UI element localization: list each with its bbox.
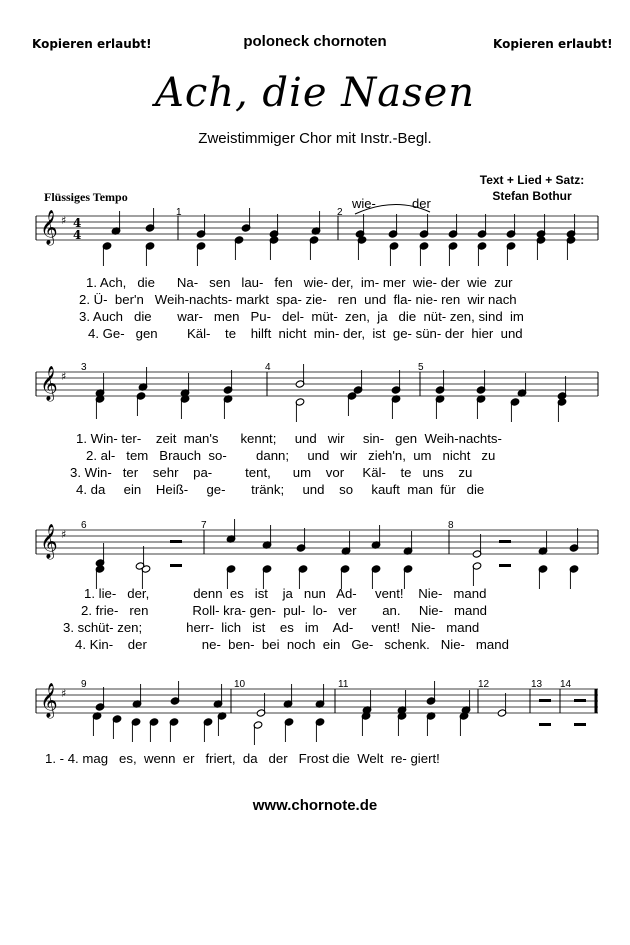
rest <box>170 540 182 543</box>
footer-url: www.chornote.de <box>252 797 378 814</box>
upper-text-2: der <box>412 196 431 211</box>
measure-number: 4 <box>265 362 271 373</box>
song-title: Ach, die Nasen <box>154 70 476 116</box>
lyrics-verse-4: 4. Ge- gen Käl- te hilft nicht min- der, ist ge- sün- der hier und <box>88 326 523 341</box>
measure-number: 10 <box>234 679 246 690</box>
rest <box>499 540 511 543</box>
treble-clef: 𝄞 <box>40 524 58 559</box>
treble-clef: 𝄞 <box>40 210 58 245</box>
key-signature-sharp: ♯ <box>61 687 67 700</box>
lyrics-verse-4: 4. Kin- der ne- ben- bei noch ein Ge- schenk. Nie- mand <box>75 637 509 652</box>
copy-note-left: Kopieren erlaubt! <box>32 37 152 51</box>
rest <box>539 699 551 702</box>
lyrics-verse-2: 2. Ü- ber'n Weih-nachts- markt spa- zie- ren und fla- nie- ren wir nach <box>79 292 517 307</box>
measure-number: 6 <box>81 520 87 531</box>
lyrics-verse-3: 3. Win- ter sehr pa- tent, um vor Käl- te uns zu <box>70 465 473 480</box>
measure-number: 14 <box>560 679 572 690</box>
treble-clef: 𝄞 <box>40 683 58 718</box>
time-signature: 4 <box>73 216 82 230</box>
measure-number: 13 <box>531 679 543 690</box>
rest <box>574 699 586 702</box>
measure-number: 3 <box>81 362 87 373</box>
lyrics-verse-1: 1. lie- der, denn es ist ja nun Ad- vent! Nie- mand <box>84 586 487 601</box>
credit-line-1: Text + Lied + Satz: <box>479 173 585 187</box>
measure-number: 7 <box>201 520 207 531</box>
song-subtitle: Zweistimmiger Chor mit Instr.-Begl. <box>198 130 432 147</box>
lyrics-verse-2: 2. al- tem Brauch so- dann; und wir zieh'n, um nicht zu <box>86 448 496 463</box>
key-signature-sharp: ♯ <box>61 370 67 383</box>
publisher-title: poloneck chornoten <box>243 33 387 50</box>
upper-text-1: wie- <box>352 196 376 211</box>
time-signature: 4 <box>73 228 82 242</box>
tempo-marking: Flüssiges Tempo <box>44 190 128 204</box>
measure-number: 1 <box>176 207 182 218</box>
lyrics-all-verses: 1. - 4. mag es, wenn er friert, da der Frost die Welt re- giert! <box>45 751 440 766</box>
measure-number: 11 <box>338 679 349 690</box>
credit-line-2: Stefan Bothur <box>492 189 572 203</box>
key-signature-sharp: ♯ <box>61 214 67 227</box>
rest <box>539 723 551 726</box>
lyrics-verse-3: 3. schüt- zen; herr- lich ist es im Ad- vent! Nie- mand <box>63 620 480 635</box>
lyrics-verse-1: 1. Win- ter- zeit man's kennt; und wir sin- gen Weih-nachts- <box>76 431 502 446</box>
rest <box>574 723 586 726</box>
lyrics-verse-3: 3. Auch die war- men Pu- del- müt- zen, ja die nüt- zen, sind im <box>79 309 524 324</box>
lyrics-verse-4: 4. da ein Heiß- ge- tränk; und so kauft man für die <box>76 482 485 497</box>
measure-number: 8 <box>448 520 454 531</box>
lyrics-verse-2: 2. frie- ren Roll- kra- gen- pul- lo- ver an. Nie- mand <box>81 603 488 618</box>
measure-number: 5 <box>418 362 424 373</box>
measure-number: 9 <box>81 679 87 690</box>
rest <box>170 564 182 567</box>
treble-clef: 𝄞 <box>40 366 58 401</box>
rest <box>499 564 511 567</box>
measure-number: 12 <box>478 679 490 690</box>
key-signature-sharp: ♯ <box>61 528 67 541</box>
lyrics-verse-1: 1. Ach, die Na- sen lau- fen wie- der, im- mer wie- der wie zur <box>86 275 513 290</box>
measure-number: 2 <box>337 207 343 218</box>
copy-note-right: Kopieren erlaubt! <box>493 37 613 51</box>
